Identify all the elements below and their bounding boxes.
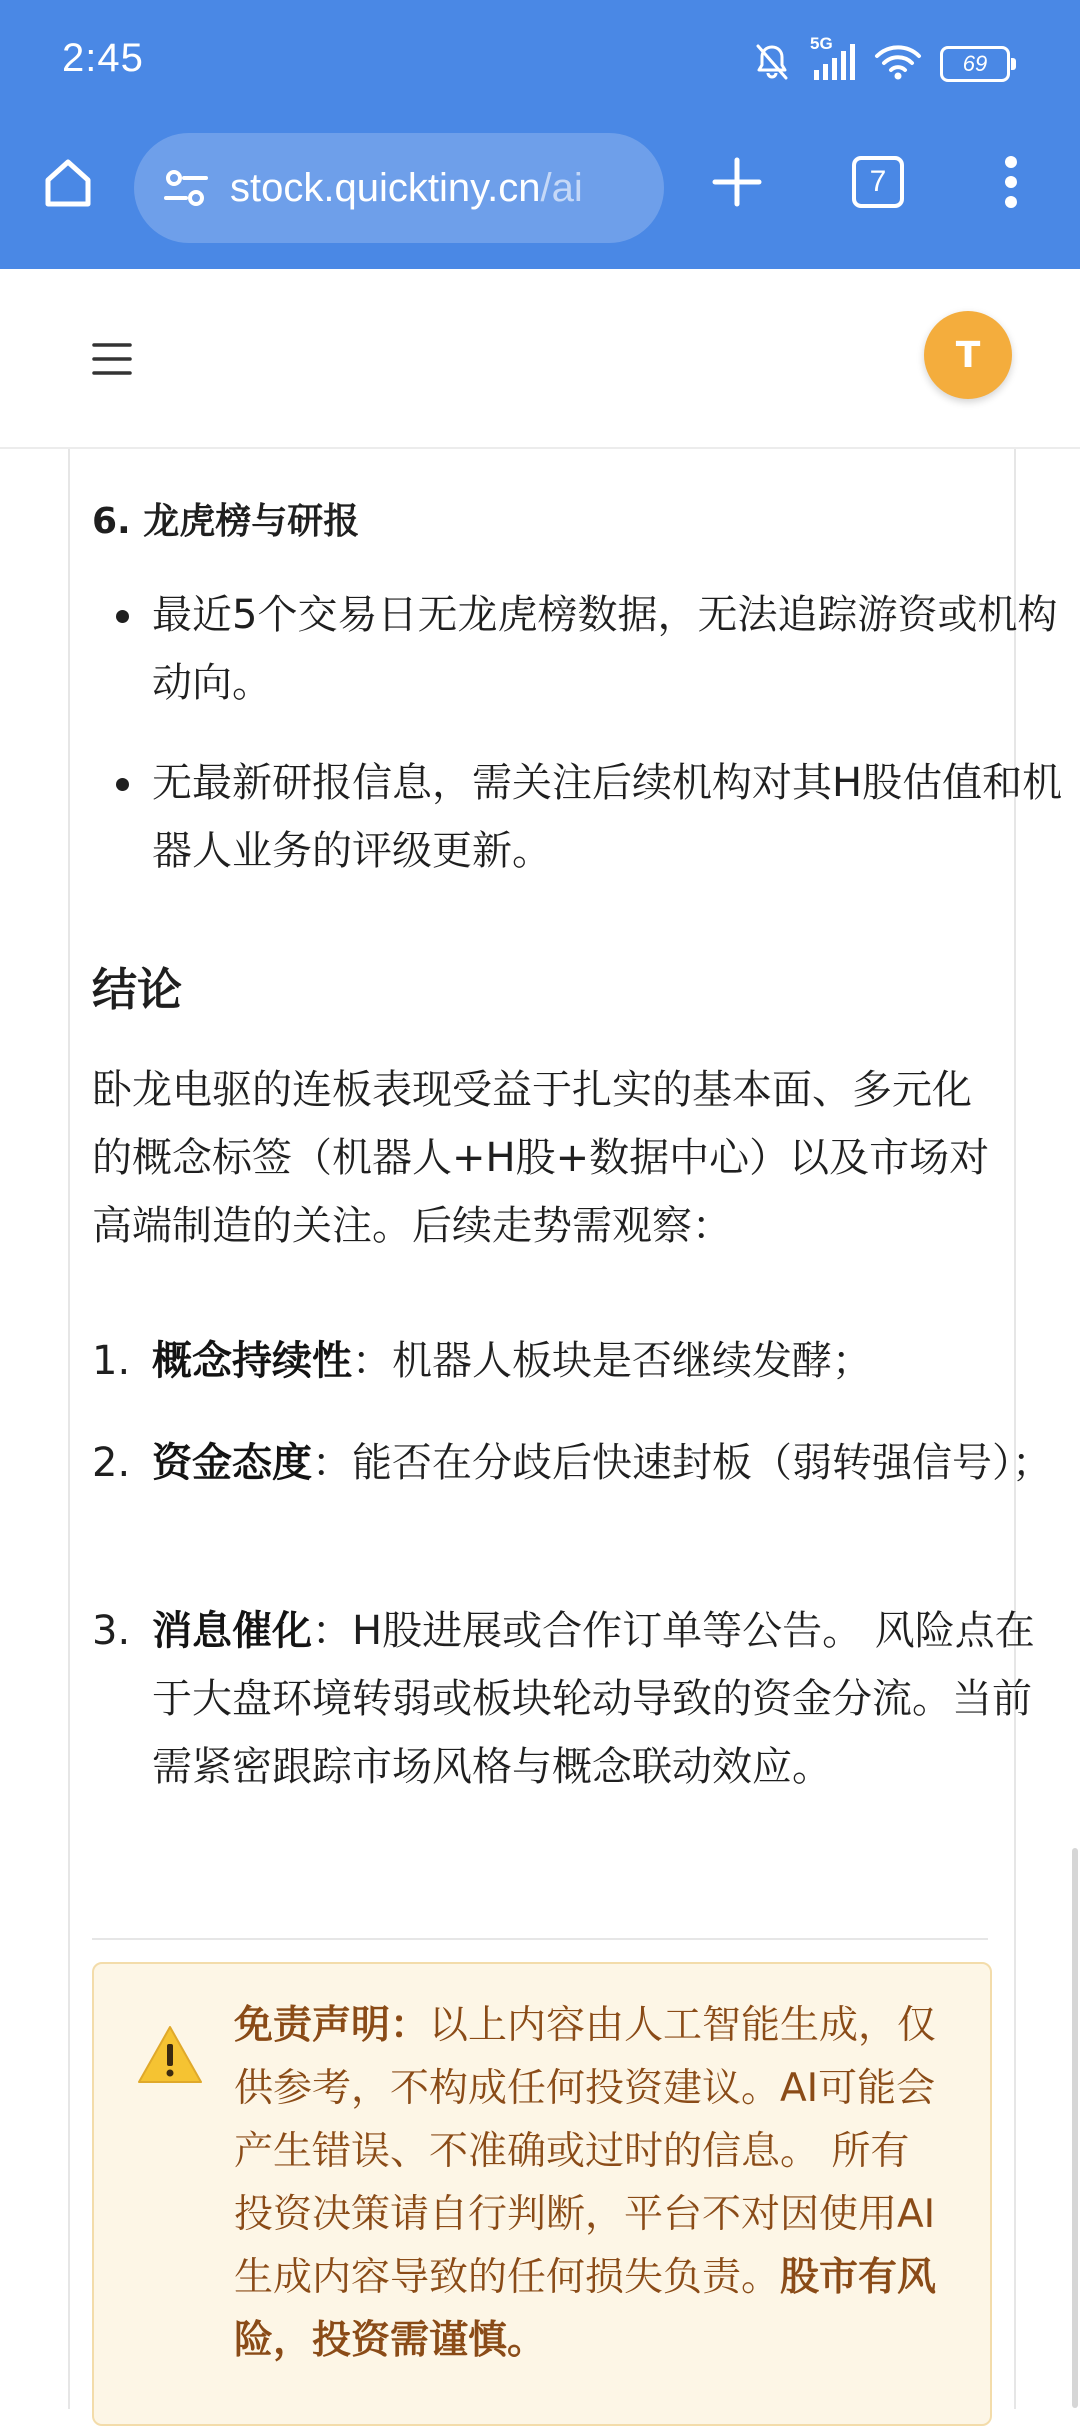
item-number: 2.	[92, 1440, 131, 1486]
tab-switcher-button[interactable]	[838, 142, 918, 222]
new-tab-button[interactable]	[697, 142, 777, 222]
home-button[interactable]	[28, 142, 108, 222]
menu-button[interactable]	[80, 329, 144, 389]
disclaimer-highlight: 股市有风险，投资需谨慎。	[234, 2255, 937, 2363]
conclusion-heading: 结论	[92, 963, 183, 1016]
home-icon	[38, 152, 98, 212]
item-text: ：机器人板块是否继续发酵；	[352, 1338, 872, 1384]
numbered-item	[92, 1327, 1052, 1395]
item-text: ：H股进展或合作订单等公告。 风险点在于大盘环境转弱或板块轮动导致的资金分流。当前需紧密跟踪市场风格与概念联动效应。	[152, 1608, 1035, 1790]
section-divider	[92, 1938, 988, 1940]
disclaimer-box	[92, 1962, 992, 2426]
item-label: 消息催化	[152, 1608, 312, 1654]
plus-icon	[711, 156, 763, 208]
bullet-item: 无最新研报信息，需关注后续机构对其H股估值和机器人业务的评级更新。	[152, 749, 1080, 885]
status-time: 2:45	[62, 36, 144, 80]
browser-toolbar	[0, 130, 1080, 250]
item-number: 3.	[92, 1608, 131, 1654]
battery-icon	[940, 46, 1010, 82]
tab-count: 7	[852, 156, 904, 208]
browser-menu-button[interactable]	[976, 142, 1046, 222]
disclaimer-text	[234, 1994, 944, 2372]
wifi-icon	[874, 42, 922, 86]
conclusion-paragraph: 卧龙电驱的连板表现受益于扎实的基本面、多元化的概念标签（机器人+H股+数据中心）以及市场对高端制造的关注。后续走势需观察：	[92, 1067, 990, 1249]
battery-level: 69	[962, 51, 988, 76]
url-text[interactable]	[230, 166, 583, 211]
numbered-item	[92, 1429, 1052, 1497]
hamburger-icon	[92, 341, 132, 377]
url-host: stock.quicktiny.cn	[230, 165, 541, 210]
item-label: 概念持续性	[152, 1338, 352, 1384]
avatar-letter: T	[955, 334, 981, 376]
network-type: 5G	[810, 34, 833, 53]
url-path: /ai	[540, 165, 583, 210]
disclaimer-label: 免责声明：	[234, 2003, 430, 2048]
disclaimer-body: 以上内容由人工智能生成，仅供参考，不构成任何投资建议。AI可能会产生错误、不准确或过时的信息。 所有投资决策请自行判断，平台不对因使用AI生成内容导致的任何损失负责。	[234, 2003, 937, 2300]
status-bar	[0, 0, 1080, 120]
signal-icon	[810, 34, 856, 86]
mute-icon	[752, 42, 792, 86]
item-label: 资金态度	[152, 1440, 312, 1486]
bullet-item: 最近5个交易日无龙虎榜数据，无法追踪游资或机构动向。	[152, 581, 1080, 717]
more-vert-icon	[1001, 152, 1021, 212]
numbered-item	[92, 1597, 1052, 1801]
status-icons	[752, 34, 1010, 88]
item-text: ：能否在分歧后快速封板（弱转强信号）；	[312, 1440, 1052, 1486]
site-header	[0, 269, 1080, 449]
item-number: 1.	[92, 1338, 131, 1384]
site-settings-icon[interactable]	[156, 158, 216, 218]
section-heading: 6. 龙虎榜与研报	[92, 501, 360, 542]
scrollbar[interactable]	[1072, 1848, 1078, 2408]
url-bar[interactable]	[134, 133, 664, 243]
warning-icon	[136, 2024, 204, 2086]
browser-chrome	[0, 0, 1080, 269]
user-avatar[interactable]	[924, 311, 1012, 399]
